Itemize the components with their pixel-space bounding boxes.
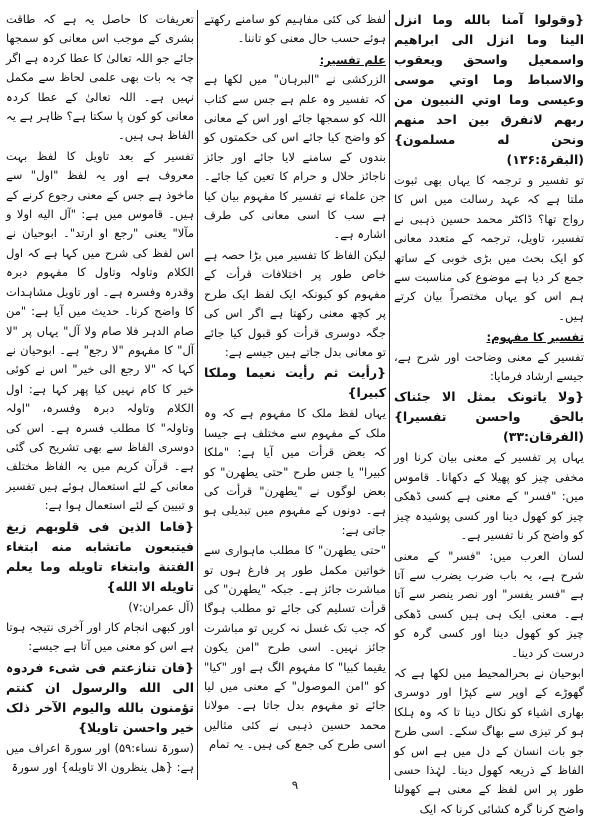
paragraph: لفظ کی کئی مفاہیم کو سامنے رکھتے ہوئے حسب حال معنی کو تاننا۔	[204, 12, 386, 46]
left-column	[6, 10, 194, 780]
paragraph: لسان العرب میں: "فسر" کے معنی شرح ہے، یہ باب ضرب یضرب سے آتا ہے "فسر یفسر" اور نصر ینصر سے آتا ہے۔ معنی ایک ہی ہیں کسی ڈھکی چیز کو کھول دینا اور کسی گرہ کو درست کر دینا۔	[394, 548, 584, 660]
right-column	[394, 10, 584, 816]
quran-verse: {رأیت ثم رأیت نعیما وملکا کبیرا}	[204, 365, 386, 401]
quran-verse: {ولا یاتونک بمثل الا جئناک بالحق واحسن تفسیرا} (الفرقان:۳۳)	[394, 389, 584, 445]
paragraph: لیکن الفاظ کا تفسیر میں بڑا حصہ ہے خاص طور پر اختلافات قرأت کے مفہوم کو کیونکہ ایک لفظ ایک طرح پر کچھ معنی رکھتا ہے اگر اس کی جگہ دوسری قرأت کو قبول کیا جائے تو معانی بدل جاتے ہیں جیسے ہے:	[204, 247, 386, 359]
quran-verse: {فان تنازعتم فی شیء فردوہ الی الله والرسول ان کنتم تؤمنون بالله والیوم الآخر ذلک خیر واحسن تاویلا}	[6, 659, 194, 735]
paragraph: "حتی یطهرن" کا مطلب ماہواری سے خواتین مکمل طور پر فارغ ہوں تو مباشرت جائز ہے۔ جبکہ "یطھرن" کی قرأت تسلیم کی جائے تو مطلب ہوگا کہ جب تک غسل نہ کریں تو مباشرت جائز نہیں۔ اسی طرح "امن یکون یقیما کبیا" کا مفہوم الگ ہے اور "کیا" کو "امن الموصول" کے معنی میں لیا جائے تو مفہوم بدل جاتا ہے۔ مولانا محمد حسین ذہبی نے کئی مثالیں اسی طرح کی جمع کی ہیں۔ یہ تمام	[204, 543, 386, 752]
verse-reference: (آل عمران:۷)	[128, 599, 194, 614]
quran-verse: {وقولوا آمنا بالله وما انزل الينا وما انزل الى ابراهيم واسمعيل واسحق ويعقوب والاسباط وما اوتي موسى وعيسى وما اوتي النبيون من ربهم لانفرق بين احد منهم ونحن له مسلمون} (البقرۃ:۱۳۶)	[394, 12, 584, 167]
verse-reference: (سورۃ نساء:۵۹) اور سورۃ اعراف میں ہے: {هل ینظرون الا تاویله} اور سورۃ	[6, 740, 194, 775]
paragraph: تعریفات کا حاصل یہ ہے کہ طاقت بشری کے موجب اس معانی کو سمجھا جائے جو اللہ تعالیٰ کا عطا کردہ ہے اگر چہ یہ بات بھی علمی لحاظ سے مکمل نہیں ہے۔ اللہ تعالیٰ کے عطا کردہ معانی کو کون پا سکتا ہے؟ ظاہر ہے یہ الفاظ ہی ہیں۔	[6, 12, 194, 143]
quran-verse: {فاما الذین فی قلوبهم زیغ فیتبعون ماتشابه منه ابتغاء الفتنة وابتغاء تاویله وما یعلم تاویله الا الله}	[6, 518, 194, 594]
page-number: ۹	[291, 778, 299, 792]
paragraph: یہاں پر تفسیر کے معنی بیان کرنا اور مخفی چیز کو پھیلا کے دکھانا۔ قاموس میں: "فسر" کے معنی ہے کسی ڈھکی چیز کو کھول دینا اور کسی پوشیدہ چیز کو واضح کر نا تفسیر ہے۔	[394, 450, 584, 543]
paragraph: تو تفسیر و ترجمہ کا یہاں بھی ثبوت ملتا ہے کہ عہد رسالت میں اس کا رواج تھا؟ ڈاکٹر محمد حسین ذہبی نے تفسیر، تاویل، ترجمہ کے متعدد معانی کو ایک بحث میں بڑی خوبی کے ساتھ جمع کر دیا ہے موضوع کی مناسبت سے ہم اس کو یہاں مختصراً بیان کرتے ہیں۔	[394, 173, 584, 323]
paragraph: تفسیر کے معنی وضاحت اور شرح ہے، جیسے ارشاد فرمایا:	[394, 349, 584, 384]
section-heading: علم تفسیر:	[319, 52, 386, 67]
paragraph: الزرکشی نے "البرہان" میں لکھا ہے کہ تفسیر وہ علم ہے جس سے کتاب اللہ کو سمجھا جائے اور اس کے معانی کو واضح کیا جائے اس کی حکمتوں کو بندوں کے سامنے لایا جائے اور جائز ناجائز حلال و حرام کا تعین کیا جائے۔ جن علماء نے تفسیر کا مفہوم بیان کیا ہے سب کا اسی معانی کی طرف اشارہ ہے۔	[204, 72, 386, 242]
column-divider	[389, 10, 390, 780]
middle-column	[204, 10, 386, 780]
paragraph: ابوحیان نے بحرالمحیط میں لکھا ہے کہ گھوڑے کے اوپر سے کپڑا اور دوسری بھاری اشیاء کو نکال دینا تا کہ وہ ہلکا ہو کر تیزی سے بھاگ سکے۔ اسی طرح جو بات انسان کے دل میں ہے اس کو الفاظ کے ذریعہ کھول دینا۔ لہٰذا حسی طور پر اس لفظ کے معنی ہے کھولنا واضح کرنا گرہ کشائی کرنا کہ ایک	[394, 665, 584, 816]
column-divider	[197, 10, 198, 780]
paragraph: تفسیر کے بعد تاویل کا لفظ بہت معروف ہے اور یہ لفظ "اول" سے ماخوذ ہے جس کے معنی رجوع کرنے کے ہیں۔ قاموس میں ہے: "آل الیه اولا و مآلا" یعنی "رجع او ارتد"۔ ابوحیان نے اس لفظ کی شرح میں کہا ہے کہ اول الکلام وتاولہ وتاول کا مفہوم دبرہ وقدرہ وفسرہ ہے۔ اور تاویل مشاہدات کا واضح کرنا۔ حدیث میں آیا ہے: "من صام الدہر فلا صام ولا آل" یہاں پر "لا آل" کا مفہوم "لا رجع" ہے۔ ابوحیان نے کہا کہ "لا رجع الی خیر" اس نے کوئی خیر کا کام نہیں کیا پھر کہا ہے: اول الکلام وتاولہ دبرہ وفسرہ، "اولہ وتاولہ" کا مطلب فسرہ ہے۔ اس کی دوسری الفاظ سے بھی تشریح کی گئی ہے۔ قرآن کریم میں یہ الفاظ مختلف معانی کے لئے استعمال ہوئے ہیں تفسیر و تبیین کے لئے استعمال ہوا ہے:	[6, 148, 194, 513]
paragraph: اور کبھی انجام کار اور آخری نتیجہ ہوتا ہے اس کو معنی میں آتا ہے جیسے:	[6, 619, 194, 654]
paragraph: یہاں لفظ ملک کا مفہوم ہے کہ وہ ملک کے مفہوم سے مختلف ہے جیسا کہ بعض قرأت میں آیا ہے: "ملکا کبیرا" یا جس طرح "حتی یطهرن" کو بعض لوگوں نے "یطھرن" قرأت کی ہے۔ دونوں کے مفہوم میں تبدیلی ہو جاتی ہے:	[204, 406, 386, 537]
book-page	[6, 10, 584, 816]
section-heading: تفسیر کا مفہوم:	[486, 330, 584, 345]
